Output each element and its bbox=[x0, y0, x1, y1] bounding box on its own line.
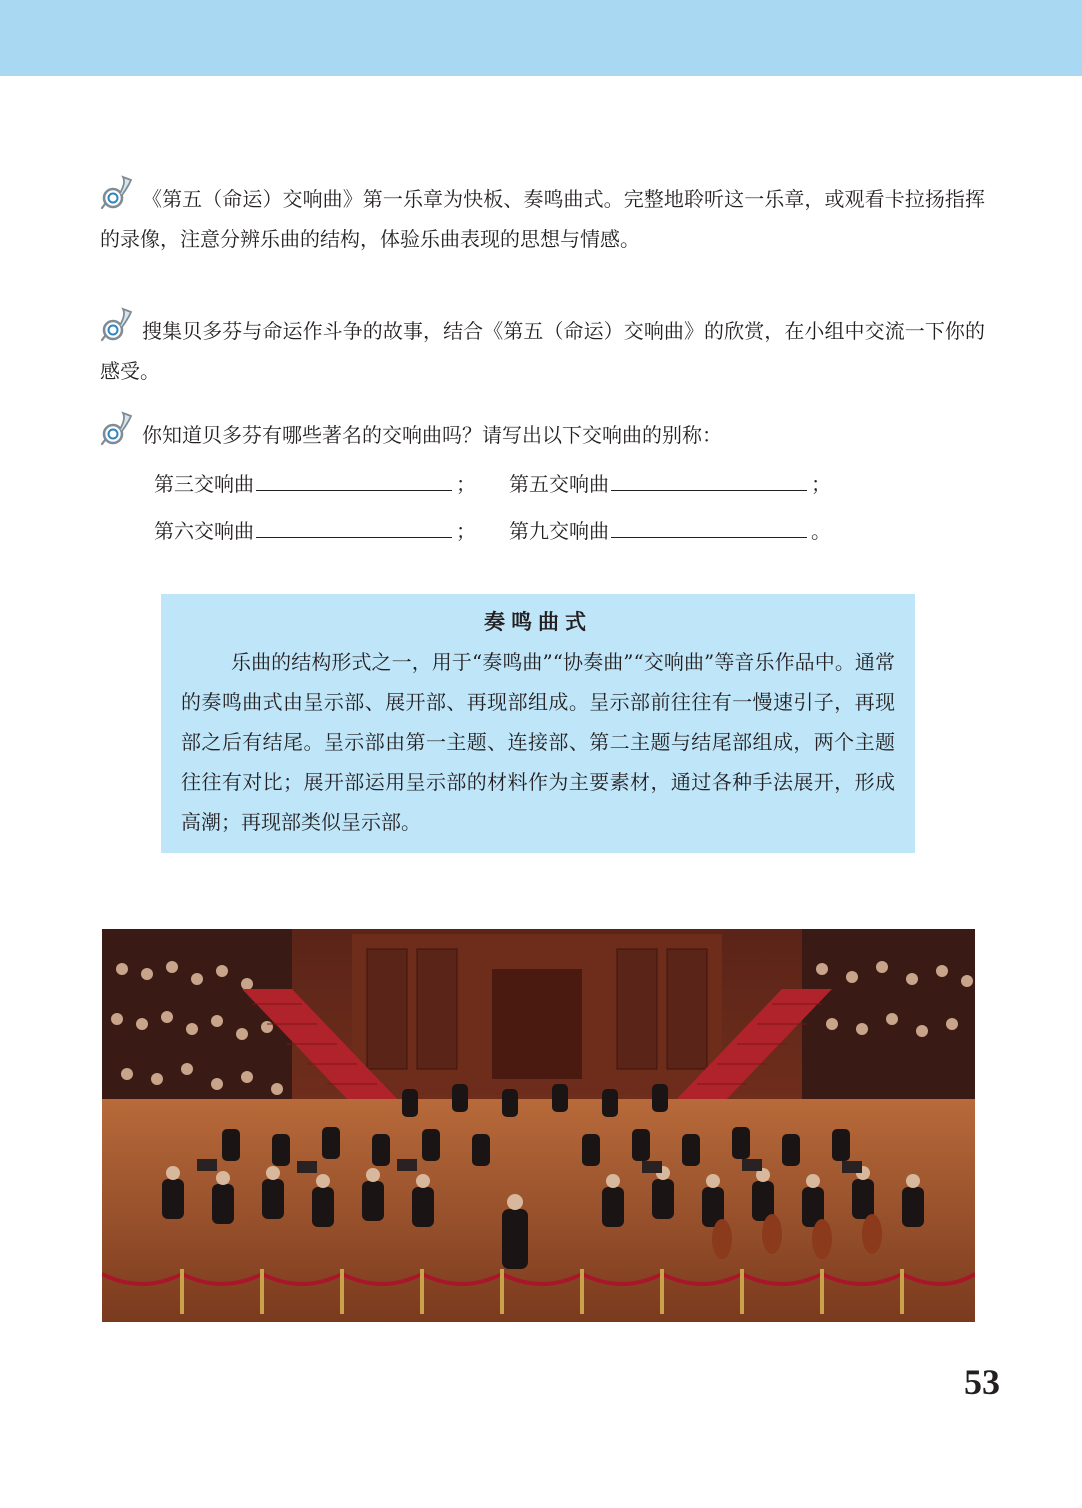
activity-2-text: 搜集贝多芬与命运作斗争的故事，结合《第五（命运）交响曲》的欣赏，在小组中交流一下你的感受。 bbox=[100, 319, 985, 383]
page-number: 53 bbox=[964, 1362, 1000, 1402]
answer-blank[interactable] bbox=[611, 468, 807, 491]
french-horn-icon bbox=[100, 307, 134, 343]
fill-label: 第五交响曲 bbox=[509, 472, 609, 496]
top-color-band bbox=[0, 0, 1082, 76]
fill-item-ninth: 第九交响曲 。 bbox=[509, 515, 831, 546]
activity-1-text: 《第五（命运）交响曲》第一乐章为快板、奏鸣曲式。完整地聆听这一乐章，或观看卡拉扬指挥的录像，注意分辨乐曲的结构，体验乐曲表现的思想与情感。 bbox=[100, 187, 985, 251]
term-title: 奏鸣曲式 bbox=[484, 610, 592, 634]
answer-blank[interactable] bbox=[256, 515, 452, 538]
answer-blank[interactable] bbox=[256, 468, 452, 491]
activity-3-text: 你知道贝多芬有哪些著名的交响曲吗？请写出以下交响曲的别称： bbox=[142, 423, 722, 447]
fill-label: 第六交响曲 bbox=[154, 519, 254, 543]
fill-item-fifth: 第五交响曲 ； bbox=[509, 468, 831, 499]
activity-1 bbox=[100, 179, 985, 259]
fill-label: 第三交响曲 bbox=[154, 472, 254, 496]
orchestra-illustration bbox=[102, 929, 975, 1322]
term-body: 乐曲的结构形式之一，用于“奏鸣曲”“协奏曲”“交响曲”等音乐作品中。通常的奏鸣曲式由呈示部、展开部、再现部组成。呈示部前往往有一慢速引子，再现部之后有结尾。呈示部由第一主题、连接部、第二主题与结尾部组成，两个主题往往有对比；展开部运用呈示部的材料作为主要素材，通过各种手法展开，形成高潮；再现部类似呈示部。 bbox=[181, 650, 895, 834]
french-horn-icon bbox=[100, 175, 134, 211]
activity-3 bbox=[100, 415, 985, 455]
orchestra-concert-hall-photo bbox=[102, 929, 975, 1322]
french-horn-icon bbox=[100, 411, 134, 447]
answer-blank[interactable] bbox=[611, 515, 807, 538]
fill-item-sixth: 第六交响曲 ； bbox=[154, 515, 476, 546]
term-definition-box bbox=[161, 594, 915, 853]
fill-item-third: 第三交响曲 ； bbox=[154, 468, 476, 499]
fill-label: 第九交响曲 bbox=[509, 519, 609, 543]
activity-2 bbox=[100, 311, 985, 391]
